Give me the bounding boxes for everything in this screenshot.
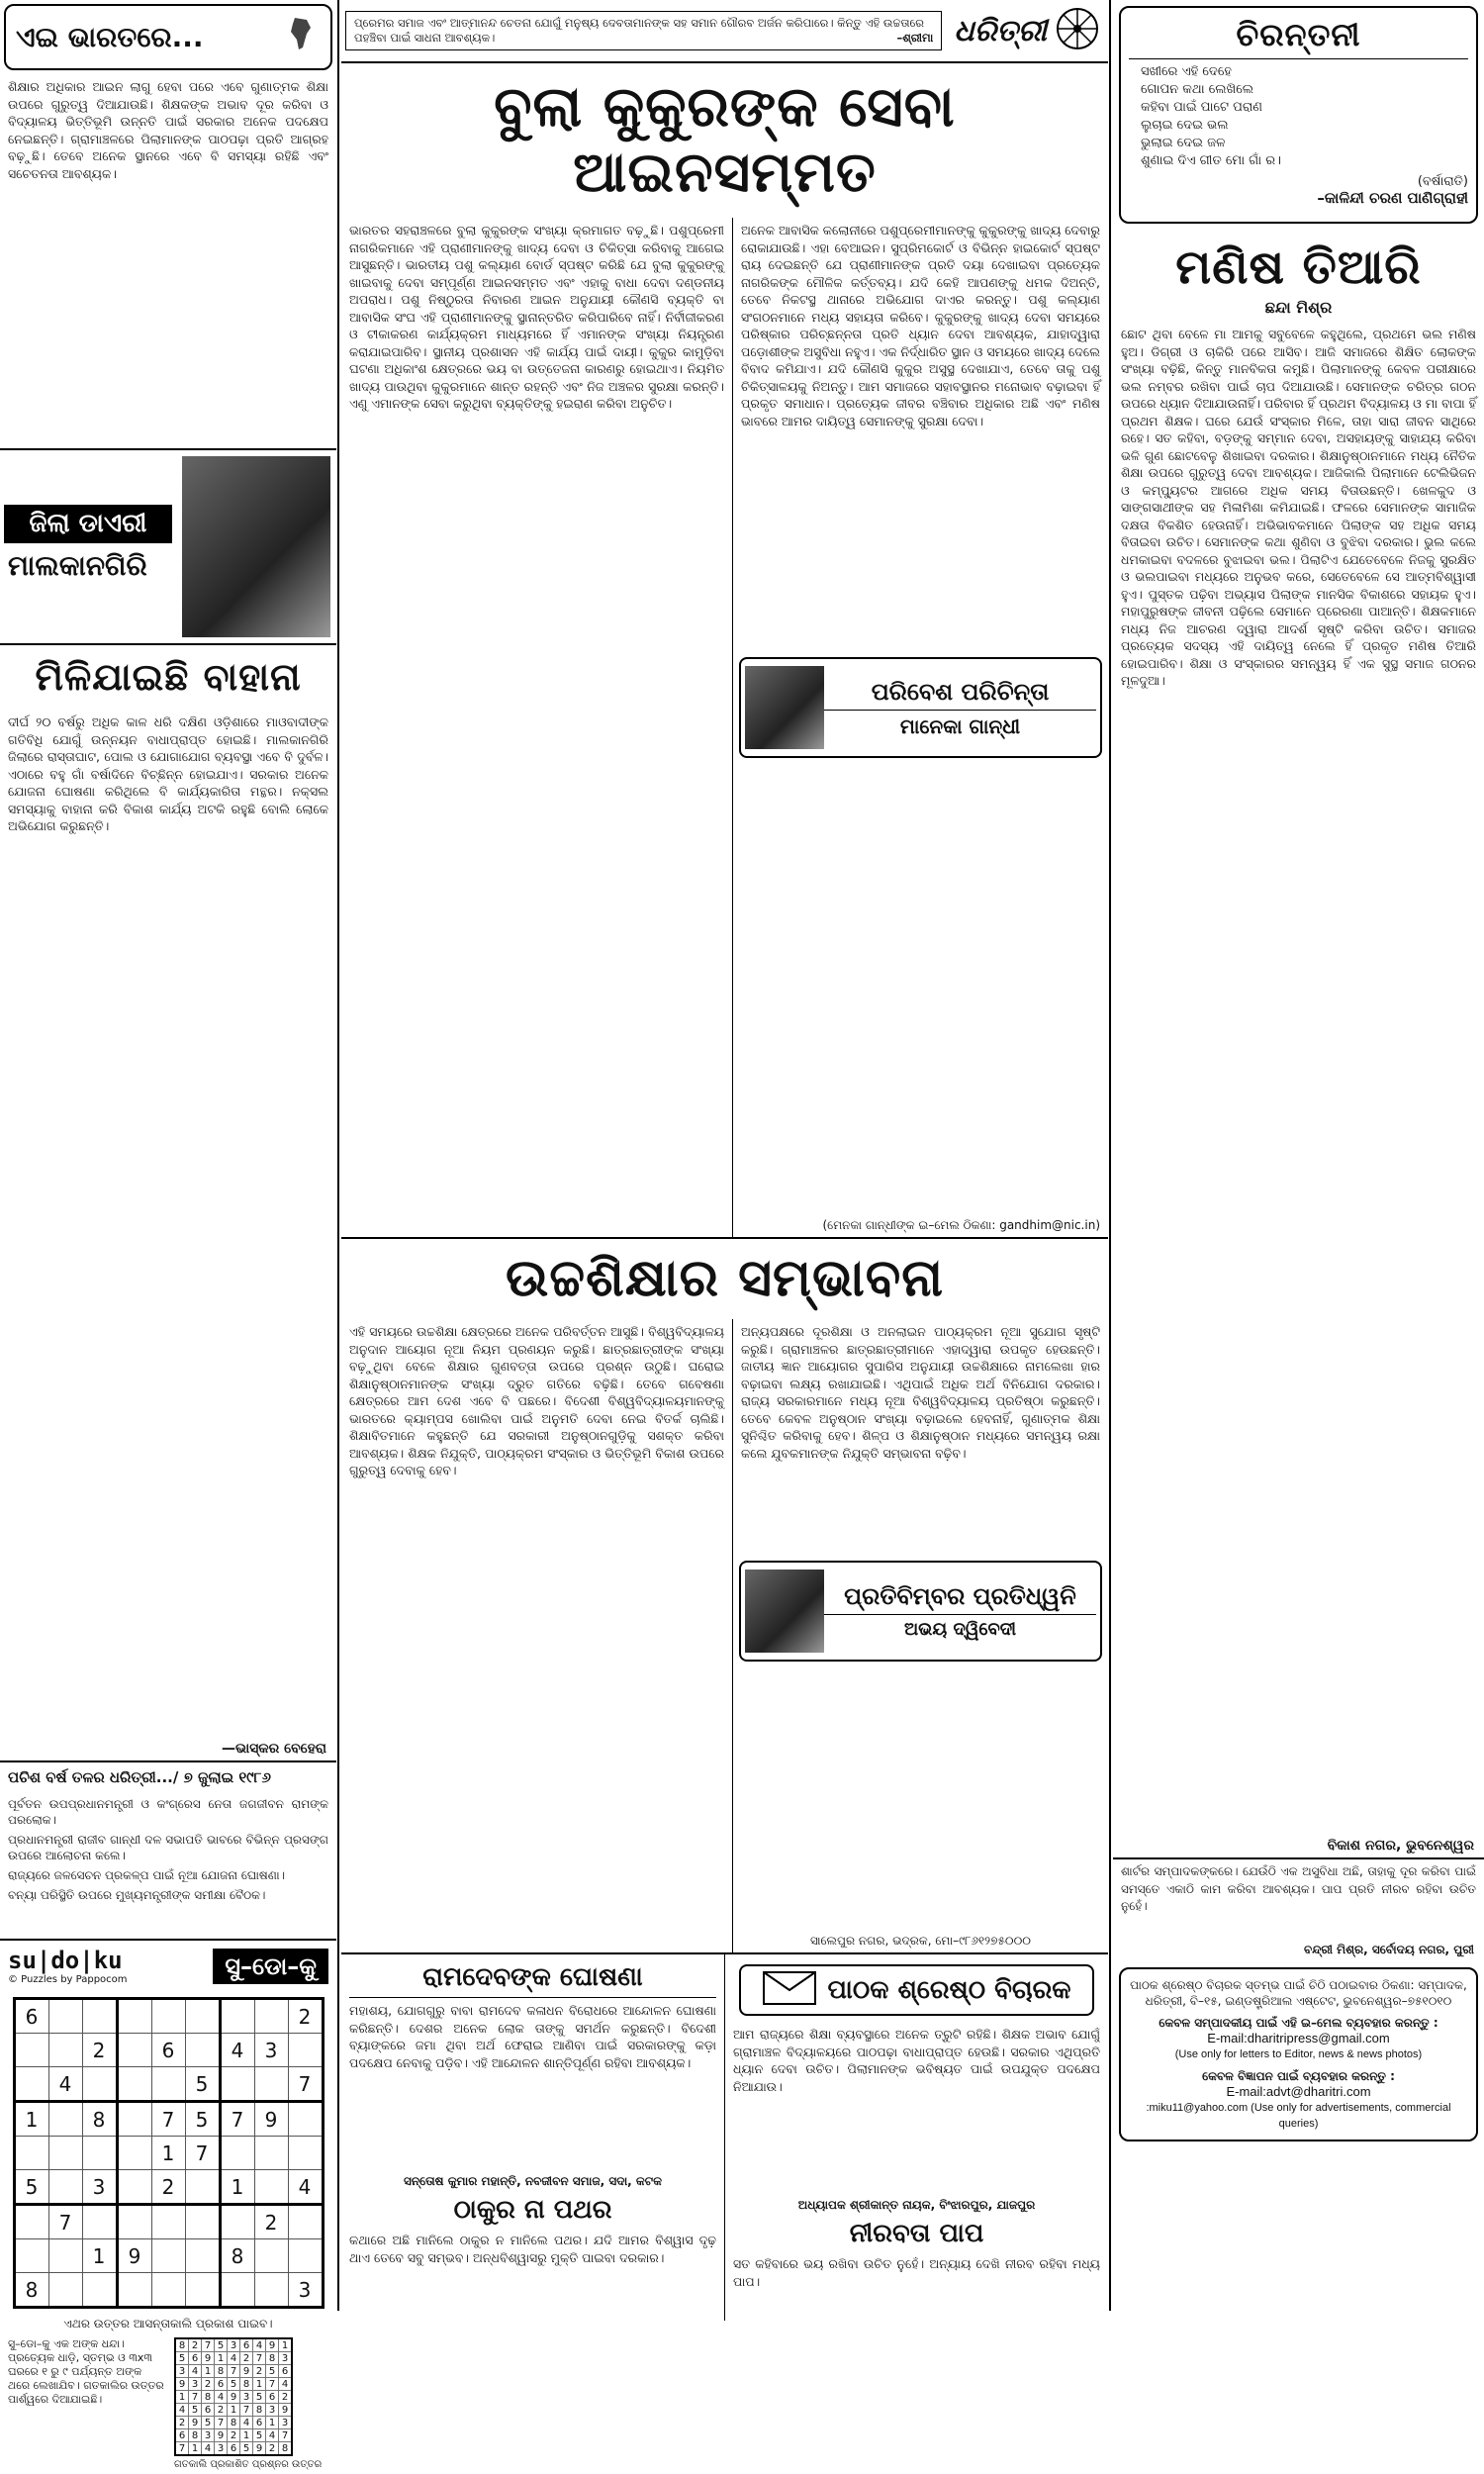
sudoku-cell[interactable] bbox=[151, 2067, 185, 2102]
sudoku-cell[interactable] bbox=[14, 2239, 48, 2273]
answer-cell: 3 bbox=[279, 2352, 293, 2365]
answer-cell: 4 bbox=[202, 2442, 215, 2456]
answer-cell: 8 bbox=[279, 2442, 293, 2456]
answer-cell: 2 bbox=[215, 2404, 228, 2417]
sudoku-cell[interactable] bbox=[117, 2102, 151, 2137]
answer-cell: 5 bbox=[175, 2352, 189, 2365]
sudoku-cell[interactable] bbox=[117, 1999, 151, 2034]
sudoku-cell[interactable] bbox=[288, 2137, 323, 2170]
answer-cell: 6 bbox=[215, 2378, 228, 2391]
answer-cell: 6 bbox=[175, 2429, 189, 2442]
sudoku-cell[interactable] bbox=[48, 1999, 82, 2034]
answer-cell: 1 bbox=[189, 2442, 202, 2456]
answer-cell: 9 bbox=[279, 2404, 293, 2417]
sudoku-cell[interactable]: 4 bbox=[48, 2067, 82, 2102]
poem-box bbox=[1119, 6, 1478, 224]
answer-cell: 4 bbox=[228, 2352, 240, 2365]
answer-cell: 9 bbox=[175, 2378, 189, 2391]
answer-cell: 9 bbox=[215, 2429, 228, 2442]
column-author: ମାନେକା ଗାନ୍ଧୀ bbox=[899, 714, 1021, 738]
email-label: କେବଳ ସମ୍ପାଦକୀୟ ପାଇଁ ଏହି ଇ–ମେଲ ବ୍ୟବହାର କରନ୍ତୁ : bbox=[1159, 2016, 1438, 2030]
past-news-list bbox=[0, 1792, 336, 1939]
answer-cell: 2 bbox=[228, 2429, 240, 2442]
answer-cell: 2 bbox=[266, 2442, 279, 2456]
answer-cell: 6 bbox=[189, 2352, 202, 2365]
sudoku-credit: © Puzzles by Pappocom bbox=[8, 1974, 128, 1985]
grid-row bbox=[175, 2378, 292, 2391]
answer-cell: 1 bbox=[175, 2391, 189, 2404]
answer-cell: 5 bbox=[189, 2404, 202, 2417]
education-story: ଶିକ୍ଷାର ଅଧିକାର ଆଇନ ଲାଗୁ ହେବା ପରେ ଏବେ ଗୁଣାତ୍ମକ ଶିକ୍ଷା ଉପରେ ଗୁରୁତ୍ୱ ଦିଆଯାଉଛି। ଶିକ୍ଷକଙ୍କ ଅଭାବ ଦୂର କରିବା ଓ ବିଦ୍ୟାଳୟ ଭିତ୍ତିଭୂମି ଉନ୍ନତି ପାଇଁ ସରକାର ଅନେକ ପଦକ୍ଷେପ ନେଇଛନ୍ତି। ଗ୍ରାମାଞ୍ଚଳରେ ପିଲାମାନଙ୍କ ପାଠପଢ଼ା ପ୍ରତି ଆଗ୍ରହ ବଢ଼ୁଛି। ତେବେ ଅନେକ ସ୍ଥାନରେ ଏବେ ବି ସମସ୍ୟା ରହିଛି ଏବଂ ସଚେତନତା ଆବଶ୍ୟକ। bbox=[8, 79, 328, 181]
district-diary-label: ଜିଲା ଡାଏରୀ bbox=[4, 505, 172, 543]
grid-row bbox=[175, 2365, 292, 2378]
poem-text: ସଖୀରେ ଏହି ଦେହେ ଗୋପନ କଥା ଲେଖିଲେ କହିବା ପାଇଁ ପାଟେ ପରାଣ ଲୁଚାଇ ଦେଇ ଭଲ ଭୁଲାଇ ଦେଇ ଜଳ ଶୁଣାଇ ଦିଏ ଗୀତ ମୋ ଗାଁ ର। bbox=[1141, 64, 1281, 168]
sudoku-cell[interactable]: 2 bbox=[82, 2034, 117, 2067]
letter1-body: ମହାଶୟ, ଯୋଗଗୁରୁ ବାବା ରାମଦେବ କଳାଧନ ବିରୋଧରେ ଆନ୍ଦୋଳନ ଘୋଷଣା କରିଛନ୍ତି। ଦେଶର ଅନେକ ଲୋକ ତାଙ୍କୁ ସମର୍ଥନ କରୁଛନ୍ତି। ବିଦେଶୀ ବ୍ୟାଙ୍କରେ ଜମା ଥିବା ଅର୍ଥ ଫେରାଇ ଆଣିବା ପାଇଁ ସରକାରଙ୍କୁ କଡ଼ା ପଦକ୍ଷେପ ନେବାକୁ ପଡ଼ିବ। ଏହି ଆନ୍ଦୋଳନ ଶାନ୍ତିପୂର୍ଣ୍ଣ ରହିବା ଆବଶ୍ୟକ। bbox=[349, 2003, 716, 2070]
sudoku-cell[interactable] bbox=[117, 2034, 151, 2067]
grid-row bbox=[14, 1999, 323, 2034]
sudoku-cell[interactable] bbox=[48, 2102, 82, 2137]
column-name: ପରିବେଶ ପରିଚିନ୍ତା bbox=[824, 678, 1096, 711]
letter2-heading: ଠାକୁର ନା ପଥର bbox=[453, 2195, 612, 2225]
column2-author: ଅଭୟ ଦ୍ୱିବେଦୀ bbox=[903, 1619, 1017, 1640]
right-column bbox=[1113, 0, 1484, 2311]
district-name: ମାଲକାନଗିରି bbox=[8, 549, 147, 582]
answer-cell: 3 bbox=[240, 2391, 253, 2404]
grid-row bbox=[14, 2205, 323, 2239]
answer-cell: 8 bbox=[202, 2391, 215, 2404]
sudoku-cell[interactable]: 5 bbox=[14, 2170, 48, 2205]
sudoku-cell[interactable] bbox=[254, 1999, 288, 2034]
sudoku-cell[interactable]: 9 bbox=[254, 2102, 288, 2137]
sudoku-cell[interactable] bbox=[185, 1999, 220, 2034]
answer-cell: 7 bbox=[215, 2417, 228, 2429]
letter4-heading: ନୀରବତା ପାପ bbox=[849, 2219, 984, 2248]
letter-tail-signature: ବନ୍ଦ୍ରୀ ମିଶ୍ର, ସର୍ବୋଦୟ ନଗର, ପୁରୀ bbox=[1304, 1943, 1474, 1956]
sudoku-cell[interactable] bbox=[185, 2034, 220, 2067]
story-headline: ମିଳିଯାଇଛି ବାହାନା bbox=[35, 655, 302, 699]
story-signature: —ଭାସ୍କର ବେହେରା bbox=[221, 1741, 326, 1757]
answer-cell: 1 bbox=[266, 2417, 279, 2429]
answer-cell: 7 bbox=[240, 2404, 253, 2417]
sudoku-cell[interactable] bbox=[82, 2067, 117, 2102]
education-story-left: ଏହି ସମୟରେ ଉଚ୍ଚଶିକ୍ଷା କ୍ଷେତ୍ରରେ ଅନେକ ପରିବର୍ତ୍ତନ ଆସୁଛି। ବିଶ୍ୱବିଦ୍ୟାଳୟ ଅନୁଦାନ ଆୟୋଗ ନୂଆ ନିୟମ ପ୍ରଣୟନ କରୁଛି। ଛାତ୍ରଛାତ୍ରୀଙ୍କ ସଂଖ୍ୟା ବଢ଼ୁଥିବା ବେଳେ ଶିକ୍ଷାର ଗୁଣବତ୍ତା ଉପରେ ପ୍ରଶ୍ନ ଉଠୁଛି। ଘରୋଇ ଶିକ୍ଷାନୁଷ୍ଠାନମାନଙ୍କ ସଂଖ୍ୟା ଦ୍ରୁତ ଗତିରେ ବଢ଼ିଛି। ତେବେ ଗବେଷଣା କ୍ଷେତ୍ରରେ ଆମ ଦେଶ ଏବେ ବି ପଛରେ। ବିଦେଶୀ ବିଶ୍ୱବିଦ୍ୟାଳୟମାନଙ୍କୁ ଭାରତରେ କ୍ୟାମ୍ପସ ଖୋଲିବା ପାଇଁ ଅନୁମତି ଦେବା ନେଇ ବିତର୍କ ଚାଲିଛି। ଶିକ୍ଷାବିତମାନେ କହୁଛନ୍ତି ଯେ ସରକାରୀ ଅନୁଷ୍ଠାନଗୁଡ଼ିକୁ ସଶକ୍ତ କରିବା ଆବଶ୍ୟକ। ଶିକ୍ଷକ ନିଯୁକ୍ତି, ପାଠ୍ୟକ୍ରମ ସଂସ୍କାର ଓ ଭିତ୍ତିଭୂମି ବିକାଶ ଉପରେ ଗୁରୁତ୍ୱ ଦେବାକୁ ହେବ। bbox=[341, 1319, 733, 1952]
sudoku-cell[interactable] bbox=[185, 2239, 220, 2273]
sudoku-cell[interactable]: 6 bbox=[14, 1999, 48, 2034]
sudoku-cell[interactable] bbox=[48, 2170, 82, 2205]
dog-story-right-top: ଅନେକ ଆବାସିକ କଲୋନୀରେ ପଶୁପ୍ରେମୀମାନଙ୍କୁ କୁକୁରଙ୍କୁ ଖାଦ୍ୟ ଦେବାରୁ ରୋକାଯାଉଛି। ଏହା ବେଆଇନ। ସୁପ୍ରିମକୋର୍ଟ ଓ ବିଭିନ୍ନ ହାଇକୋର୍ଟ ସ୍ପଷ୍ଟ ରାୟ ଦେଇଛନ୍ତି ଯେ ପ୍ରାଣୀମାନଙ୍କ ପ୍ରତି ଦୟା ଦେଖାଇବା ପ୍ରତ୍ୟେକ ନାଗରିକଙ୍କ ମୌଳିକ କର୍ତ୍ତବ୍ୟ। ଯଦି କେହି ଆପଣଙ୍କୁ ଧମକ ଦିଅନ୍ତି, ତେବେ ନିକଟସ୍ଥ ଥାନାରେ ଅଭିଯୋଗ ଦାଏର କରନ୍ତୁ। ପଶୁ କଲ୍ୟାଣ ସଂଗଠନମାନେ ମଧ୍ୟ ସହାୟତା କରିବେ। କୁକୁରଙ୍କୁ ଖାଦ୍ୟ ଦେବା ସମୟରେ ପରିଷ୍କାର ପରିଚ୍ଛନ୍ନତା ପ୍ରତି ଧ୍ୟାନ ଦେବା ଆବଶ୍ୟକ, ଯାହାଦ୍ୱାରା ପଡ଼ୋଶୀଙ୍କ ଅସୁବିଧା ନହୁଏ। ଏକ ନିର୍ଦ୍ଧାରିତ ସ୍ଥାନ ଓ ସମୟରେ ଖାଦ୍ୟ ଦେଲେ ବିବାଦ କମିଯାଏ। ଯଦି କୌଣସି କୁକୁର ଅସୁସ୍ଥ ଦେଖାଯାଏ, ତେବେ ତାକୁ ପଶୁ ଚିକିତ୍ସାଳୟକୁ ନିଅନ୍ତୁ। ଆମ ସମାଜରେ ସହାବସ୍ଥାନର ମନୋଭାବ ବଢ଼ାଇବା ହିଁ ପ୍ରକୃତ ସମାଧାନ। ପ୍ରତ୍ୟେକ ଜୀବର ବଞ୍ଚିବାର ଅଧିକାର ଅଛି ଏବଂ ମଣିଷ ଭାବରେ ଆମର ଦାୟିତ୍ୱ ସେମାନଙ୍କୁ ସୁରକ୍ଷା ଦେବା। bbox=[741, 223, 1100, 428]
grid-row bbox=[14, 2137, 323, 2170]
grid-row bbox=[14, 2102, 323, 2137]
answer-cell: 2 bbox=[240, 2352, 253, 2365]
answer-cell: 8 bbox=[240, 2378, 253, 2391]
left-column bbox=[0, 0, 336, 2470]
author2-photo bbox=[745, 1570, 824, 1653]
answer-cell: 3 bbox=[279, 2417, 293, 2429]
sudoku-cell[interactable] bbox=[151, 2273, 185, 2308]
sudoku-cell[interactable]: 6 bbox=[151, 2034, 185, 2067]
quote-text: ପ୍ରେମର ସମାଜ ଏବଂ ଆତ୍ମାନନ୍ଦ ଚେତନା ଯୋଗୁଁ ମନୁଷ୍ୟ ଦେବତାମାନଙ୍କ ସହ ସମାନ ଗୌରବ ଅର୍ଜନ କରିପାରେ। କିନ୍ତୁ ଏହି ଉଚ୍ଚତାରେ ପହଞ୍ଚିବା ପାଇଁ ସାଧନା ଆବଶ୍ୟକ। bbox=[354, 16, 925, 45]
answer-cell: 5 bbox=[240, 2442, 253, 2456]
sudoku-cell[interactable]: 7 bbox=[48, 2205, 82, 2239]
answer-cell: 6 bbox=[266, 2391, 279, 2404]
answer-cell: 3 bbox=[228, 2338, 240, 2352]
sudoku-cell[interactable] bbox=[151, 2205, 185, 2239]
poem-tag: (ବର୍ଷାରାତି) bbox=[1417, 174, 1468, 189]
column-banner bbox=[739, 657, 1102, 758]
section-kicker bbox=[4, 4, 332, 70]
answer-cell: 9 bbox=[266, 2338, 279, 2352]
answer-cell: 9 bbox=[189, 2417, 202, 2429]
main-headline: ବୁଲା କୁକୁରଙ୍କ ସେବା ଆଇନସମ୍ମତ bbox=[494, 75, 956, 205]
sudoku-cell[interactable]: 7 bbox=[151, 2102, 185, 2137]
sudoku-cell[interactable]: 5 bbox=[185, 2067, 220, 2102]
sudoku-cell[interactable] bbox=[288, 2239, 323, 2273]
right-headline: ମଣିଷ ତିଆରି bbox=[1175, 239, 1422, 295]
answer-cell: 1 bbox=[215, 2352, 228, 2365]
sudoku-grid[interactable] bbox=[13, 1997, 325, 2309]
answer-cell: 2 bbox=[175, 2417, 189, 2429]
answer-cell: 9 bbox=[240, 2365, 253, 2378]
sudoku-cell[interactable] bbox=[288, 2034, 323, 2067]
sudoku-cell[interactable] bbox=[185, 2205, 220, 2239]
sudoku-cell[interactable] bbox=[117, 2273, 151, 2308]
grid-row bbox=[14, 2034, 323, 2067]
answer-cell: 6 bbox=[253, 2417, 266, 2429]
answer-caption: ଗତକାଲି ପ୍ରକାଶିତ ପ୍ରଶ୍ନର ଉତ୍ତର bbox=[174, 2459, 323, 2470]
grid-row bbox=[14, 2273, 323, 2308]
letter1-signature: ସନ୍ତୋଷ କୁମାର ମହାନ୍ତି, ନବଜୀବନ ସମାଜ, ସଦା, କଟକ bbox=[404, 2174, 662, 2188]
sudoku-cell[interactable] bbox=[14, 2067, 48, 2102]
grid-row bbox=[175, 2352, 292, 2365]
answer-cell: 4 bbox=[279, 2378, 293, 2391]
grid-row bbox=[175, 2417, 292, 2429]
answer-cell: 2 bbox=[253, 2365, 266, 2378]
sudoku-cell[interactable]: 9 bbox=[117, 2239, 151, 2273]
sudoku-note: ଏଥର ଉତ୍ତର ଆସନ୍ତାକାଲି ପ୍ରକାଶ ପାଇବ। bbox=[63, 2317, 273, 2331]
letter3-body: ଆମ ରାଜ୍ୟରେ ଶିକ୍ଷା ବ୍ୟବସ୍ଥାରେ ଅନେକ ତ୍ରୁଟି ରହିଛି। ଶିକ୍ଷକ ଅଭାବ ଯୋଗୁଁ ଗ୍ରାମାଞ୍ଚଳ ବିଦ୍ୟାଳୟରେ ପାଠପଢ଼ା ବାଧାପ୍ରାପ୍ତ ହେଉଛି। ସରକାର ଏଥିପ୍ରତି ଧ୍ୟାନ ଦେବା ଉଚିତ। ପିଲାମାନଙ୍କ ଭବିଷ୍ୟତ ପାଇଁ ଉପଯୁକ୍ତ ପଦକ୍ଷେପ ନିଆଯାଉ। bbox=[733, 2027, 1100, 2094]
author-photo bbox=[745, 666, 824, 749]
answer-cell: 6 bbox=[228, 2442, 240, 2456]
grid-row bbox=[14, 2067, 323, 2102]
letter3-signature: ଅଧ୍ୟାପକ ଶ୍ରୀକାନ୍ତ ନାୟକ, ବିଂଝାରପୁର, ଯାଜପୁର bbox=[797, 2198, 1036, 2212]
letter-tail: ଶାର୍ଟର ସମ୍ପାଦକଙ୍କରେ। ଯେଉଁଠି ଏକ ଅସୁବିଧା ଅଛି, ତାହାକୁ ଦୂର କରିବା ପାଇଁ ସମସ୍ତେ ଏକାଠି କାମ କରିବା ଆବଶ୍ୟକ। ପାପ ପ୍ରତି ନୀରବ ରହିବା ଉଚିତ ନୁହେଁ। bbox=[1121, 1864, 1476, 1913]
answer-cell: 3 bbox=[175, 2365, 189, 2378]
sudoku-cell[interactable]: 1 bbox=[82, 2239, 117, 2273]
sudoku-cell[interactable] bbox=[14, 2034, 48, 2067]
sudoku-cell[interactable] bbox=[220, 2067, 254, 2102]
sudoku-cell[interactable] bbox=[254, 2137, 288, 2170]
ad-email[interactable]: E-mail:advt@dharitri.com bbox=[1226, 2084, 1371, 2099]
higher-education-headline: ଉଚ୍ଚଶିକ୍ଷାର ସମ୍ଭାବନା bbox=[505, 1249, 945, 1308]
answer-cell: 7 bbox=[189, 2391, 202, 2404]
answer-cell: 2 bbox=[202, 2378, 215, 2391]
editor-email[interactable]: E-mail:dharitripress@gmail.com bbox=[1207, 2031, 1390, 2046]
column2-name: ପ୍ରତିବିମ୍ବର ପ୍ରତିଧ୍ୱନି bbox=[824, 1582, 1096, 1615]
reader-banner bbox=[739, 1964, 1094, 2016]
answer-cell: 5 bbox=[253, 2391, 266, 2404]
sudoku-cell[interactable] bbox=[82, 1999, 117, 2034]
sudoku-cell[interactable]: 2 bbox=[254, 2205, 288, 2239]
answer-cell: 4 bbox=[253, 2338, 266, 2352]
grid-row bbox=[14, 2170, 323, 2205]
contact-box bbox=[1119, 1967, 1478, 2141]
sudoku-rules: ସୁ–ଡୋ–କୁ ଏକ ଅଙ୍କ ଧନ୍ଦା। ପ୍ରତ୍ୟେକ ଧାଡ଼ି, ସ୍ତମ୍ଭ ଓ ୩x୩ ଘରରେ ୧ ରୁ ୯ ପର୍ଯ୍ୟନ୍ତ ଅଙ୍କ ଥରେ ଲେଖାଯିବ। ଗତକାଲିର ଉତ୍ତର ପାର୍ଶ୍ୱରେ ଦିଆଯାଇଛି। bbox=[8, 2337, 164, 2406]
answer-cell: 5 bbox=[253, 2429, 266, 2442]
sudoku-cell[interactable]: 3 bbox=[254, 2034, 288, 2067]
sudoku-cell[interactable] bbox=[48, 2273, 82, 2308]
sudoku-cell[interactable]: 2 bbox=[151, 2170, 185, 2205]
india-map-icon bbox=[281, 14, 321, 60]
masthead-logo: ଧରିତ୍ରୀ bbox=[954, 13, 1047, 48]
sudoku-cell[interactable]: 7 bbox=[220, 2102, 254, 2137]
answer-cell: 3 bbox=[189, 2378, 202, 2391]
sudoku-cell[interactable]: 3 bbox=[82, 2170, 117, 2205]
sudoku-cell[interactable]: 3 bbox=[288, 2273, 323, 2308]
sudoku-answer-grid bbox=[174, 2337, 293, 2456]
past-news-heading: ପଚିଶ ବର୍ଷ ତଳର ଧରିତ୍ରୀ.../ ୭ ଜୁଲାଇ ୧୯୮୬ bbox=[8, 1768, 271, 1786]
grid-row bbox=[175, 2391, 292, 2404]
sudoku-cell[interactable]: 8 bbox=[82, 2102, 117, 2137]
contact-address: ପାଠକ ଶ୍ରେଷ୍ଠ ବିଚାରକ ସ୍ତମ୍ଭ ପାଇଁ ଚିଠି ପଠାଇବାର ଠିକଣା: ସମ୍ପାଦକ, ଧରିତ୍ରୀ, ବି–୧୫, ଇଣ୍ଡଷ୍ଟ୍ରିଆଲ ଏଷ୍ଟେଟ, ଭୁବନେଶ୍ୱର–୭୫୧୦୧୦ bbox=[1130, 1978, 1467, 2008]
sudoku-cell[interactable] bbox=[117, 2205, 151, 2239]
answer-cell: 6 bbox=[240, 2338, 253, 2352]
sudoku-brand: su|do|ku bbox=[8, 1947, 123, 1974]
answer-cell: 7 bbox=[228, 2365, 240, 2378]
answer-cell: 4 bbox=[240, 2417, 253, 2429]
answer-cell: 2 bbox=[279, 2391, 293, 2404]
center-column bbox=[341, 0, 1108, 2311]
sudoku-cell[interactable] bbox=[14, 2205, 48, 2239]
sudoku-cell[interactable] bbox=[254, 2273, 288, 2308]
past-news-item: ବନ୍ୟା ପରିସ୍ଥିତି ଉପରେ ମୁଖ୍ୟମନ୍ତ୍ରୀଙ୍କ ସମୀକ୍ଷା ବୈଠକ। bbox=[8, 1888, 266, 1902]
sudoku-cell[interactable]: 8 bbox=[220, 2239, 254, 2273]
answer-cell: 3 bbox=[215, 2442, 228, 2456]
wheel-icon bbox=[1055, 6, 1108, 55]
sudoku-cell[interactable] bbox=[82, 2137, 117, 2170]
answer-cell: 7 bbox=[175, 2442, 189, 2456]
sudoku-cell[interactable] bbox=[185, 2273, 220, 2308]
answer-cell: 4 bbox=[215, 2391, 228, 2404]
dog-story-left: ଭାରତର ସହରାଞ୍ଚଳରେ ବୁଲା କୁକୁରଙ୍କ ସଂଖ୍ୟା କ୍ରମାଗତ ବଢ଼ୁଛି। ପଶୁପ୍ରେମୀ ନାଗରିକମାନେ ଏହି ପ୍ରାଣୀମାନଙ୍କୁ ଖାଦ୍ୟ ଦେବା ଓ ଚିକିତ୍ସା କରିବାକୁ ଆଗେଇ ଆସୁଛନ୍ତି। ଭାରତୀୟ ପଶୁ କଲ୍ୟାଣ ବୋର୍ଡ ସ୍ପଷ୍ଟ କରିଛି ଯେ ବୁଲା କୁକୁରଙ୍କୁ ଖାଇବାକୁ ଦେବା ସମ୍ପୂର୍ଣ୍ଣ ଆଇନସମ୍ମତ ଏବଂ ଏହାକୁ ବାଧା ଦେବା ଦଣ୍ଡନୀୟ ଅପରାଧ। ପଶୁ ନିଷ୍ଠୁରତା ନିବାରଣ ଆଇନ ଅନୁଯାୟୀ କୌଣସି ବ୍ୟକ୍ତି ବା ଆବାସିକ ସଂଘ ଏହି ପ୍ରାଣୀମାନଙ୍କୁ ସ୍ଥାନାନ୍ତରିତ କରିପାରିବେ ନାହିଁ। ନିର୍ବୀଜୀକରଣ ଓ ଟୀକାକରଣ କାର୍ଯ୍ୟକ୍ରମ ମାଧ୍ୟମରେ ହିଁ ଏମାନଙ୍କ ସଂଖ୍ୟା ନିୟନ୍ତ୍ରଣ କରାଯାଇପାରିବ। ସ୍ଥାନୀୟ ପ୍ରଶାସନ ଏହି କାର୍ଯ୍ୟ ପାଇଁ ଦାୟୀ। କୁକୁର କାମୁଡ଼ିବା ଘଟଣା ଅଧିକାଂଶ କ୍ଷେତ୍ରରେ ଭୟ ବା ଉତ୍ତେଜନା କାରଣରୁ ହୋଇଥାଏ। ନିୟମିତ ଖାଦ୍ୟ ପାଉଥିବା କୁକୁରମାନେ ଶାନ୍ତ ରହନ୍ତି ଏବଂ ନିଜ ଅଞ୍ଚଳର ସୁରକ୍ଷା କରନ୍ତି। ଏଣୁ ଏମାନଙ୍କ ସେବା କରୁଥିବା ବ୍ୟକ୍ତିଙ୍କୁ ହଇରାଣ କରିବା ଅନୁଚିତ। bbox=[341, 218, 733, 1237]
answer-cell: 8 bbox=[175, 2338, 189, 2352]
past-news-item: ରାଜ୍ୟରେ ଜଳସେଚନ ପ୍ରକଳ୍ପ ପାଇଁ ନୂଆ ଯୋଜନା ଘୋଷଣା। bbox=[8, 1868, 285, 1882]
sudoku-cell[interactable]: 1 bbox=[220, 2170, 254, 2205]
sudoku-cell[interactable] bbox=[220, 1999, 254, 2034]
answer-cell: 7 bbox=[266, 2378, 279, 2391]
grid-row bbox=[14, 2239, 323, 2273]
answer-cell: 1 bbox=[228, 2404, 240, 2417]
ad-email-label: କେବଳ ବିଜ୍ଞାପନ ପାଇଁ ବ୍ୟବହାର କରନ୍ତୁ : bbox=[1202, 2069, 1395, 2083]
answer-cell: 5 bbox=[228, 2378, 240, 2391]
sudoku-cell[interactable] bbox=[220, 2205, 254, 2239]
sudoku-cell[interactable] bbox=[151, 1999, 185, 2034]
answer-cell: 1 bbox=[279, 2338, 293, 2352]
answer-cell: 6 bbox=[279, 2365, 293, 2378]
sudoku-cell[interactable] bbox=[220, 2137, 254, 2170]
grid-row bbox=[175, 2442, 292, 2456]
column2-banner bbox=[739, 1561, 1102, 1662]
quote-author: –ଶ୍ରୀମା bbox=[896, 31, 934, 45]
sudoku-cell[interactable] bbox=[185, 2170, 220, 2205]
answer-cell: 7 bbox=[279, 2429, 293, 2442]
answer-cell: 1 bbox=[240, 2429, 253, 2442]
ad-email-alt[interactable]: :miku11@yahoo.com (Use only for advertisements, commercial queries) bbox=[1146, 2102, 1451, 2130]
answer-cell: 1 bbox=[202, 2365, 215, 2378]
sudoku-cell[interactable] bbox=[117, 2137, 151, 2170]
education-story-right-top: ଅନ୍ୟପକ୍ଷରେ ଦୂରଶିକ୍ଷା ଓ ଅନଲାଇନ ପାଠ୍ୟକ୍ରମ ନୂଆ ସୁଯୋଗ ସୃଷ୍ଟି କରୁଛି। ଗ୍ରାମାଞ୍ଚଳର ଛାତ୍ରଛାତ୍ରୀମାନେ ଏହାଦ୍ୱାରା ଉପକୃତ ହେଉଛନ୍ତି। ଜାତୀୟ ଜ୍ଞାନ ଆୟୋଗର ସୁପାରିସ ଅନୁଯାୟୀ ଉଚ୍ଚଶିକ୍ଷାରେ ନାମଲେଖା ହାର ବଢ଼ାଇବା ଲକ୍ଷ୍ୟ ରଖାଯାଇଛି। ଏଥିପାଇଁ ଅଧିକ ଅର୍ଥ ବିନିଯୋଗ ଦରକାର। ରାଜ୍ୟ ସରକାରମାନେ ମଧ୍ୟ ନୂଆ ବିଶ୍ୱବିଦ୍ୟାଳୟ ପ୍ରତିଷ୍ଠା କରୁଛନ୍ତି। ତେବେ କେବଳ ଅନୁଷ୍ଠାନ ସଂଖ୍ୟା ବଢ଼ାଇଲେ ହେବନାହିଁ, ଗୁଣାତ୍ମକ ଶିକ୍ଷା ସୁନିଶ୍ଚିତ କରିବାକୁ ହେବ। ଶିଳ୍ପ ଓ ଶିକ୍ଷାନୁଷ୍ଠାନ ମଧ୍ୟରେ ସମନ୍ୱୟ ରକ୍ଷା କଲେ ଯୁବକମାନଙ୍କ ନିଯୁକ୍ତି ସମ୍ଭାବନା ବଢ଼ିବ। bbox=[741, 1324, 1100, 1461]
answer-cell: 8 bbox=[215, 2365, 228, 2378]
sudoku-cell[interactable] bbox=[14, 2137, 48, 2170]
poem-title: ଚିରନ୍ତନୀ bbox=[1129, 16, 1468, 59]
sudoku-cell[interactable] bbox=[48, 2239, 82, 2273]
answer-cell: 3 bbox=[202, 2429, 215, 2442]
sudoku-cell[interactable] bbox=[254, 2067, 288, 2102]
malkangiri-story: ଦୀର୍ଘ ୨୦ ବର୍ଷରୁ ଅଧିକ କାଳ ଧରି ଦକ୍ଷିଣ ଓଡ଼ିଶାରେ ମାଓବାଦୀଙ୍କ ଗତିବିଧି ଯୋଗୁଁ ଉନ୍ନୟନ ବାଧାପ୍ରାପ୍ତ ହୋଇଛି। ମାଲକାନଗିରି ଜିଲାରେ ରାସ୍ତାଘାଟ, ପୋଲ ଓ ଯୋଗାଯୋଗ ବ୍ୟବସ୍ଥା ଏବେ ବି ଦୁର୍ବଳ। ଏଠାରେ ବହୁ ଗାଁ ବର୍ଷାଦିନେ ବିଚ୍ଛିନ୍ନ ହୋଇଯାଏ। ସରକାର ଅନେକ ଯୋଜନା ଘୋଷଣା କରିଥିଲେ ବି କାର୍ଯ୍ୟକାରିତା ମନ୍ଥର। ନକ୍ସଲ ସମସ୍ୟାକୁ ବାହାନା କରି ବିକାଶ କାର୍ଯ୍ୟ ଅଟକି ରହୁଛି ବୋଲି ଲୋକେ ଅଭିଯୋଗ କରୁଛନ୍ତି। bbox=[8, 714, 328, 833]
district-photo bbox=[182, 456, 330, 637]
sudoku-cell[interactable]: 4 bbox=[288, 2170, 323, 2205]
answer-cell: 5 bbox=[215, 2338, 228, 2352]
answer-cell: 4 bbox=[175, 2404, 189, 2417]
sudoku-cell[interactable]: 1 bbox=[14, 2102, 48, 2137]
grid-row bbox=[175, 2404, 292, 2417]
sudoku-cell[interactable]: 5 bbox=[185, 2102, 220, 2137]
sudoku-cell[interactable] bbox=[117, 2067, 151, 2102]
sudoku-cell[interactable] bbox=[220, 2273, 254, 2308]
past-news-item: ପ୍ରଧାନମନ୍ତ୍ରୀ ରାଜୀବ ଗାନ୍ଧୀ ଦଳ ସଭାପତି ଭାବରେ ବିଭିନ୍ନ ପ୍ରସଙ୍ଗ ଉପରେ ଆଲୋଚନା କଲେ। bbox=[8, 1833, 328, 1862]
answer-cell: 1 bbox=[253, 2378, 266, 2391]
kicker-title: ଏଇ ଭାରତରେ... bbox=[16, 20, 204, 53]
story2-signature: ସାଲେପୁର ନଗର, ଭଦ୍ରକ, ମୋ–୯୮୬୧୨୭୫୦୦୦ bbox=[809, 1934, 1031, 1948]
letter4-body: ସତ କହିବାରେ ଭୟ ରଖିବା ଉଚିତ ନୁହେଁ। ଅନ୍ୟାୟ ଦେଖି ନୀରବ ରହିବା ମଧ୍ୟ ପାପ। bbox=[733, 2256, 1100, 2289]
sudoku-cell[interactable]: 1 bbox=[151, 2137, 185, 2170]
sudoku-cell[interactable] bbox=[82, 2205, 117, 2239]
sudoku-cell[interactable]: 7 bbox=[288, 2067, 323, 2102]
sudoku-cell[interactable] bbox=[254, 2239, 288, 2273]
answer-cell: 9 bbox=[228, 2391, 240, 2404]
editor-email-note: (Use only for letters to Editor, news & news photos) bbox=[1174, 2048, 1423, 2060]
sudoku-cell[interactable] bbox=[48, 2137, 82, 2170]
grid-row bbox=[175, 2429, 292, 2442]
column-email: (ମେନକା ଗାନ୍ଧୀଙ୍କ ଇ–ମେଲ ଠିକଣା: gandhim@nic.in) bbox=[822, 1218, 1100, 1232]
letter1-heading: ରାମଦେବଙ୍କ ଘୋଷଣା bbox=[349, 1958, 716, 1998]
answer-cell: 9 bbox=[253, 2442, 266, 2456]
letter2-body: କଥାରେ ଅଛି ମାନିଲେ ଠାକୁର ନ ମାନିଲେ ପଥର। ଯଦି ଆମର ବିଶ୍ୱାସ ଦୃଢ଼ ଥାଏ ତେବେ ସବୁ ସମ୍ଭବ। ଅନ୍ଧବିଶ୍ୱାସରୁ ମୁକ୍ତି ପାଇବା ଦରକାର। bbox=[349, 2233, 716, 2265]
grid-row bbox=[175, 2338, 292, 2352]
sudoku-cell[interactable]: 4 bbox=[220, 2034, 254, 2067]
answer-cell: 8 bbox=[253, 2404, 266, 2417]
right-story: ଛୋଟ ଥିବା ବେଳେ ମା ଆମକୁ ସବୁବେଳେ କହୁଥିଲେ, ପ୍ରଥମେ ଭଲ ମଣିଷ ହୁଅ। ଡିଗ୍ରୀ ଓ ଚାକିରି ପରେ ଆସିବ। ଆଜି ସମାଜରେ ଶିକ୍ଷିତ ଲୋକଙ୍କ ସଂଖ୍ୟା ବଢ଼ିଛି, କିନ୍ତୁ ମାନବିକତା କମୁଛି। ପିଲାମାନଙ୍କୁ କେବଳ ପରୀକ୍ଷାରେ ଭଲ ନମ୍ବର ରଖିବା ପାଇଁ ଚାପ ଦିଆଯାଉଛି। ସେମାନଙ୍କ ଚରିତ୍ର ଗଠନ ଉପରେ ଧ୍ୟାନ ଦିଆଯାଉନାହିଁ। ପରିବାର ହିଁ ପ୍ରଥମ ବିଦ୍ୟାଳୟ ଓ ମା ବାପା ହିଁ ପ୍ରଥମ ଶିକ୍ଷକ। ଘରେ ଯେଉଁ ସଂସ୍କାର ମିଳେ, ତାହା ସାରା ଜୀବନ ସାଥିରେ ରହେ। ସତ କହିବା, ବଡ଼ଙ୍କୁ ସମ୍ମାନ ଦେବା, ଅସହାୟଙ୍କୁ ସାହାଯ୍ୟ କରିବା ଭଳି ଗୁଣ ଛୋଟବେଳୁ ଶିଖାଇବା ଦରକାର। ଶିକ୍ଷାନୁଷ୍ଠାନମାନେ ମଧ୍ୟ ନୈତିକ ଶିକ୍ଷା ଉପରେ ଗୁରୁତ୍ୱ ଦେବା ଆବଶ୍ୟକ। ଆଜିକାଲି ପିଲାମାନେ ଟେଲିଭିଜନ ଓ କମ୍ପ୍ୟୁଟର ଆଗରେ ଅଧିକ ସମୟ ବିତାଉଛନ୍ତି। ଖେଳକୁଦ ଓ ସାଙ୍ଗସାଥୀଙ୍କ ସହ ମିଳାମିଶା କମିଯାଇଛି। ଫଳରେ ସେମାନଙ୍କ ସାମାଜିକ ଦକ୍ଷତା ବିକଶିତ ହେଉନାହିଁ। ଅଭିଭାବକମାନେ ପିଲାଙ୍କ ସହ ଅଧିକ ସମୟ ବିତାଇବା ଉଚିତ। ସେମାନଙ୍କ କଥା ଶୁଣିବା ଓ ବୁଝିବା ଦରକାର। ଭୁଲ କଲେ ଧମକାଇବା ବଦଳରେ ବୁଝାଇବା ଭଲ। ପିଲାଟିଏ ଯେତେବେଳେ ନିଜକୁ ସୁରକ୍ଷିତ ଓ ଭଲପାଇବା ମଧ୍ୟରେ ଅନୁଭବ କରେ, ସେତେବେଳେ ସେ ଆତ୍ମବିଶ୍ୱାସୀ ହୁଏ। ପୁସ୍ତକ ପଢ଼ିବା ଅଭ୍ୟାସ ପିଲାଙ୍କ ମାନସିକ ବିକାଶରେ ସହାୟକ ହୁଏ। ମହାପୁରୁଷଙ୍କ ଜୀବନୀ ପଢ଼ିଲେ ସେମାନେ ପ୍ରେରଣା ପାଆନ୍ତି। ଶିକ୍ଷକମାନେ ମଧ୍ୟ ନିଜ ଆଚରଣ ଦ୍ୱାରା ଆଦର୍ଶ ସୃଷ୍ଟି କରିବା ଉଚିତ। ସମାଜର ପ୍ରତ୍ୟେକ ସଦସ୍ୟ ଏହି ଦାୟିତ୍ୱ ନେଲେ ହିଁ ପ୍ରକୃତ ମଣିଷ ତିଆରି ହୋଇପାରିବ। ଶିକ୍ଷା ଓ ସଂସ୍କାରର ସମନ୍ୱୟ ହିଁ ଏକ ସୁସ୍ଥ ସମାଜ ଗଠନର ମୂଳଦୁଆ। bbox=[1121, 327, 1476, 688]
answer-cell: 7 bbox=[253, 2352, 266, 2365]
poem-author: –କାଳିନ୍ଦୀ ଚରଣ ପାଣିଗ୍ରାହୀ bbox=[1317, 189, 1468, 207]
answer-cell: 3 bbox=[266, 2404, 279, 2417]
answer-cell: 5 bbox=[202, 2417, 215, 2429]
sudoku-cell[interactable]: 2 bbox=[288, 1999, 323, 2034]
past-news-item: ପୂର୍ବତନ ଉପପ୍ରଧାନମନ୍ତ୍ରୀ ଓ କଂଗ୍ରେସ ନେତା ଜଗଜୀବନ ରାମଙ୍କ ପରଲୋକ। bbox=[8, 1797, 328, 1827]
answer-cell: 6 bbox=[202, 2404, 215, 2417]
answer-cell: 8 bbox=[189, 2429, 202, 2442]
answer-cell: 5 bbox=[266, 2365, 279, 2378]
sudoku-cell[interactable]: 8 bbox=[14, 2273, 48, 2308]
answer-cell: 7 bbox=[202, 2338, 215, 2352]
reader-banner-title: ପାଠକ ଶ୍ରେଷ୍ଠ ବିଚାରକ bbox=[827, 1974, 1071, 2005]
answer-cell: 2 bbox=[189, 2338, 202, 2352]
sudoku-cell[interactable]: 7 bbox=[185, 2137, 220, 2170]
answer-cell: 8 bbox=[228, 2417, 240, 2429]
answer-cell: 8 bbox=[266, 2352, 279, 2365]
sudoku-cell[interactable] bbox=[48, 2034, 82, 2067]
answer-cell: 4 bbox=[189, 2365, 202, 2378]
sudoku-cell[interactable] bbox=[82, 2273, 117, 2308]
answer-cell: 4 bbox=[266, 2429, 279, 2442]
envelope-icon bbox=[762, 1970, 817, 2010]
sudoku-cell[interactable] bbox=[254, 2170, 288, 2205]
right-byline: ଛନ୍ଦା ମିଶ୍ର bbox=[1264, 298, 1333, 317]
sudoku-cell[interactable] bbox=[117, 2170, 151, 2205]
sudoku-cell[interactable] bbox=[151, 2239, 185, 2273]
sudoku-title: ସୁ–ଡୋ–କୁ bbox=[213, 1949, 328, 1984]
right-story-signature: ବିକାଶ ନଗର, ଭୁବନେଶ୍ୱର bbox=[1327, 1838, 1474, 1854]
sudoku-cell[interactable] bbox=[288, 2205, 323, 2239]
answer-cell: 9 bbox=[202, 2352, 215, 2365]
sudoku-cell[interactable] bbox=[288, 2102, 323, 2137]
